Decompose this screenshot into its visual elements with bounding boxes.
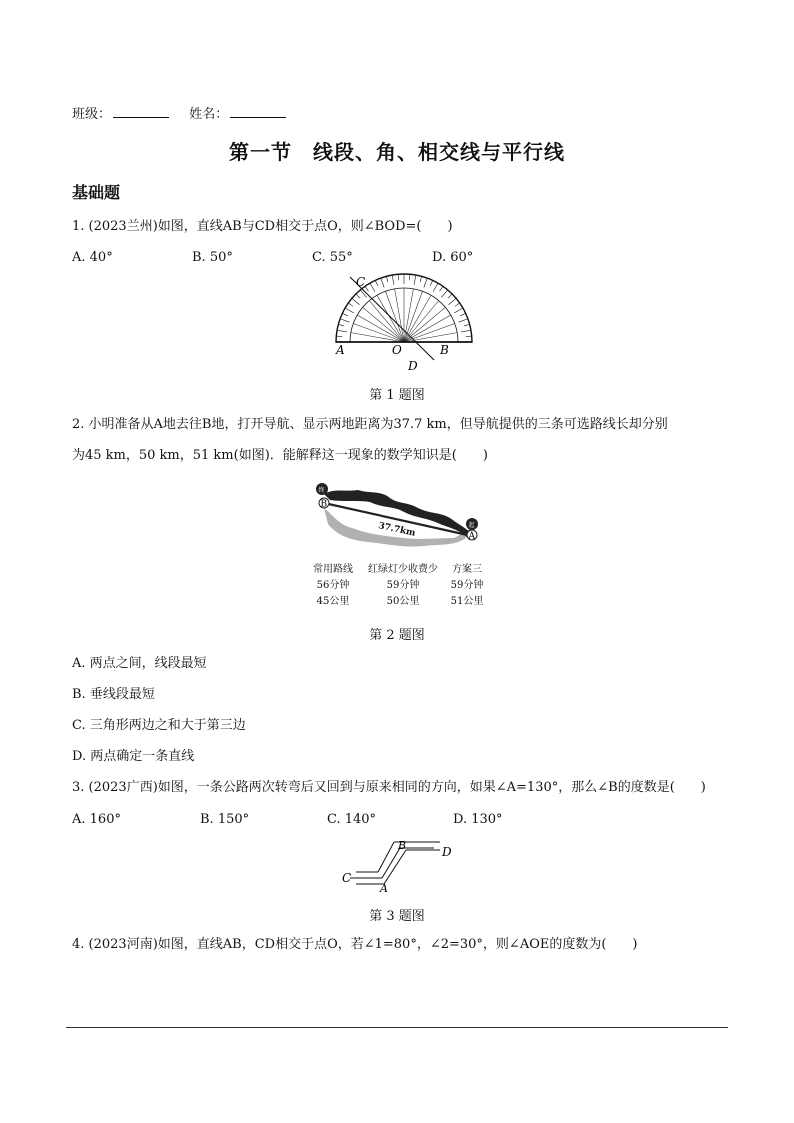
route-option-2[interactable]	[362, 562, 444, 610]
q3-caption: 第 3 题图	[369, 909, 425, 924]
end-marker-label: 终	[318, 487, 325, 494]
label-c: C	[342, 871, 352, 885]
route-distance: 50公里	[386, 596, 420, 607]
route-option-1[interactable]	[308, 562, 358, 610]
route-name: 方案三	[452, 564, 482, 575]
q2-option-d[interactable]: D. 两点确定一条直线	[72, 749, 195, 764]
page-title: 第一节 线段、角、相交线与平行线	[229, 140, 565, 164]
route-name: 常用路线	[313, 564, 353, 575]
q1-protractor-figure	[330, 272, 480, 376]
footer-rule	[66, 1027, 728, 1028]
q1-option-b[interactable]: B. 50°	[192, 250, 233, 265]
point-b-label: B	[320, 499, 328, 510]
name-blank[interactable]	[230, 105, 286, 118]
q3-stem: 3. (2023广西)如图，一条公路两次转弯后又回到与原来相同的方向，如果∠A=130°，那么∠B的度数是( )	[72, 780, 706, 795]
class-label: 班级：	[72, 107, 112, 122]
label-o: O	[392, 343, 402, 357]
route-time: 56分钟	[316, 580, 350, 591]
route-time: 59分钟	[386, 580, 420, 591]
q2-stem-line1: 2. 小明准备从A地去往B地，打开导航、显示两地距离为37.7 km，但导航提供的三条可选路线长却分别	[72, 417, 668, 432]
q1-caption: 第 1 题图	[369, 388, 425, 403]
q2-option-b[interactable]: B. 垂线段最短	[72, 687, 155, 702]
q3-road-figure	[336, 836, 460, 894]
q2-option-c[interactable]: C. 三角形两边之和大于第三边	[72, 718, 246, 733]
q1-option-a[interactable]: A. 40°	[72, 250, 113, 265]
road-lines	[350, 842, 440, 884]
q1-option-c[interactable]: C. 55°	[312, 250, 353, 265]
label-b: B	[398, 839, 407, 852]
route-name: 红绿灯少收费少	[368, 564, 438, 575]
start-marker-label: 起	[468, 522, 475, 529]
label-d: D	[442, 845, 452, 859]
section-heading: 基础题	[72, 183, 121, 202]
label-a: A	[380, 882, 388, 894]
class-blank[interactable]	[113, 105, 169, 118]
label-c: C	[356, 275, 366, 289]
route-distance: 51公里	[450, 596, 484, 607]
q3-option-a[interactable]: A. 160°	[72, 812, 121, 827]
q3-option-c[interactable]: C. 140°	[327, 812, 377, 827]
route-distance: 45公里	[316, 596, 350, 607]
q3-option-d[interactable]: D. 130°	[453, 812, 503, 827]
label-b: B	[440, 343, 449, 357]
q2-caption: 第 2 题图	[369, 628, 425, 643]
route-time: 59分钟	[450, 580, 484, 591]
q2-route-map	[308, 478, 488, 556]
label-d: D	[408, 359, 418, 373]
q2-stem-line2: 为45 km，50 km，51 km(如图)．能解释这一现象的数学知识是( )	[72, 448, 488, 463]
q1-stem: 1. (2023兰州)如图，直线AB与CD相交于点O，则∠BOD=( )	[72, 219, 453, 234]
class-field	[72, 105, 286, 123]
label-a: A	[336, 343, 345, 357]
route-option-3[interactable]	[446, 562, 488, 610]
q3-option-b[interactable]: B. 150°	[200, 812, 250, 827]
q2-option-a[interactable]: A. 两点之间，线段最短	[72, 656, 207, 671]
distance-label: 37.7km	[377, 521, 417, 539]
q1-option-d[interactable]: D. 60°	[432, 250, 474, 265]
name-label: 姓名：	[189, 107, 229, 122]
q4-stem: 4. (2023河南)如图，直线AB，CD相交于点O，若∠1=80°，∠2=30°，则∠AOE的度数为( )	[72, 937, 638, 952]
point-a-label: A	[468, 531, 475, 542]
